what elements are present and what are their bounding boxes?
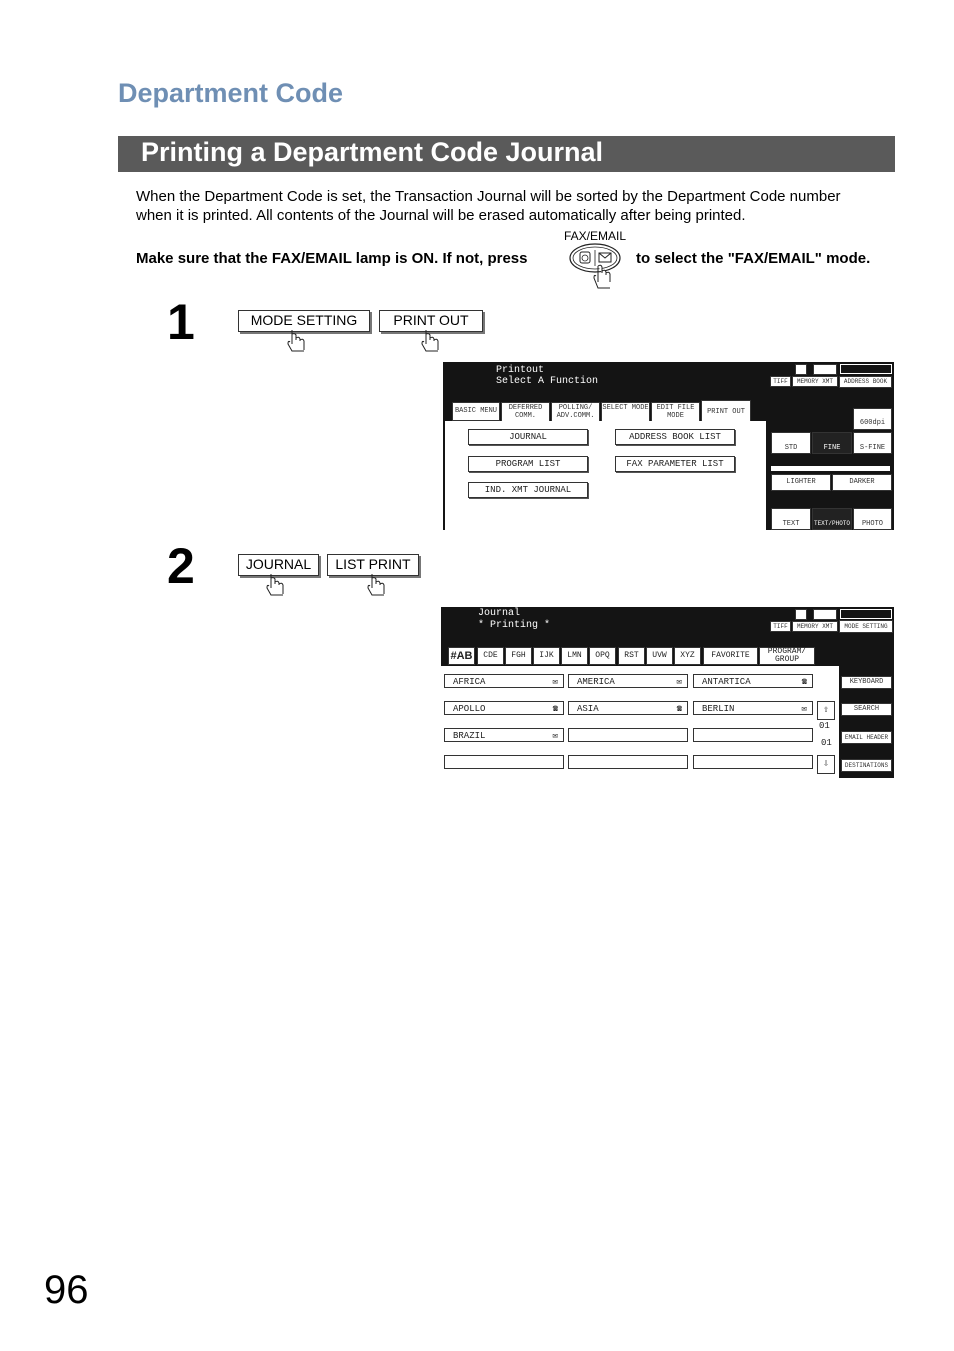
address-entry[interactable] bbox=[568, 674, 688, 688]
mode-setting-button[interactable]: MODE SETTING bbox=[839, 620, 893, 633]
entry-name: ASIA bbox=[577, 704, 599, 714]
address-entry[interactable] bbox=[693, 674, 813, 688]
text-photo-mode-button[interactable]: TEXT/PHOTO bbox=[812, 508, 852, 530]
section-title: Department Code bbox=[118, 78, 344, 108]
fax-email-button-icon bbox=[568, 242, 622, 290]
email-icon: ✉ bbox=[801, 704, 807, 714]
tab-letters-ijk[interactable]: IJK bbox=[533, 647, 560, 665]
entry-name: BERLIN bbox=[702, 704, 735, 714]
address-entry[interactable] bbox=[444, 728, 564, 742]
address-entry[interactable] bbox=[568, 755, 688, 769]
address-entry[interactable] bbox=[693, 755, 813, 769]
print-out-key[interactable]: PRINT OUT bbox=[379, 310, 483, 332]
phone-icon: ☎ bbox=[801, 677, 807, 687]
address-entry[interactable] bbox=[568, 701, 688, 715]
press-hand-icon bbox=[265, 574, 291, 596]
memory-xmt-indicator: MEMORY XMT bbox=[792, 376, 838, 387]
tab-letters-cde[interactable]: CDE bbox=[477, 647, 504, 665]
grid-icon bbox=[795, 364, 807, 375]
mode-setting-key[interactable]: MODE SETTING bbox=[238, 310, 370, 332]
scroll-down-icon[interactable]: ⇩ bbox=[817, 755, 835, 774]
step-number-2: 2 bbox=[167, 538, 195, 594]
fine-resolution-button[interactable]: FINE bbox=[812, 432, 852, 454]
entry-name: AMERICA bbox=[577, 677, 615, 687]
keyboard-button[interactable]: KEYBOARD bbox=[841, 676, 892, 689]
tiff-indicator: TIFF bbox=[770, 621, 791, 632]
page-heading: Printing a Department Code Journal bbox=[141, 137, 604, 167]
address-entry[interactable] bbox=[444, 701, 564, 715]
step-number-1: 1 bbox=[167, 294, 195, 350]
fax-parameter-list-button[interactable]: FAX PARAMETER LIST bbox=[615, 456, 735, 472]
tab-deferred-comm[interactable]: DEFERRED COMM. bbox=[501, 402, 550, 422]
email-icon: ✉ bbox=[676, 677, 682, 687]
tab-letters-uvw[interactable]: UVW bbox=[646, 647, 673, 665]
tab-favorite[interactable]: FAVORITE bbox=[703, 647, 758, 665]
tab-letters-lmn[interactable]: LMN bbox=[561, 647, 588, 665]
function-panel bbox=[445, 421, 766, 530]
ind-xmt-journal-button[interactable]: IND. XMT JOURNAL bbox=[468, 482, 588, 498]
entry-name: APOLLO bbox=[453, 704, 486, 714]
tab-select-mode[interactable]: SELECT MODE bbox=[601, 402, 650, 422]
contrast-bar bbox=[771, 466, 890, 471]
dpi-600-button[interactable]: 600dpi bbox=[853, 408, 892, 430]
address-book-panel bbox=[441, 666, 839, 778]
email-header-button[interactable]: EMAIL HEADER bbox=[841, 731, 892, 744]
page-number: 96 bbox=[44, 1268, 89, 1312]
std-resolution-button[interactable]: STD bbox=[771, 432, 811, 454]
page-current: 01 bbox=[819, 721, 830, 731]
screen-title: Printout bbox=[496, 365, 545, 376]
tab-program-group[interactable]: PROGRAM/ GROUP bbox=[759, 647, 815, 665]
lighter-button[interactable]: LIGHTER bbox=[771, 474, 831, 491]
contrast-scale bbox=[840, 609, 892, 619]
entry-name: ANTARTICA bbox=[702, 677, 751, 687]
screen-subtitle: * Printing * bbox=[478, 620, 551, 631]
fax-email-label: FAX/EMAIL bbox=[564, 229, 627, 243]
tab-letters-rst[interactable]: RST bbox=[618, 647, 645, 665]
tab-basic-menu[interactable]: BASIC MENU bbox=[452, 402, 500, 421]
email-icon: ✉ bbox=[552, 731, 558, 741]
lamp-instruction: Make sure that the FAX/EMAIL lamp is ON. If not, press bbox=[136, 250, 528, 267]
text-mode-button[interactable]: TEXT bbox=[771, 508, 811, 530]
tiff-indicator: TIFF bbox=[770, 376, 791, 387]
photo-mode-button[interactable]: PHOTO bbox=[853, 508, 892, 530]
program-list-button[interactable]: PROGRAM LIST bbox=[468, 456, 588, 472]
tab-letters-fgh[interactable]: FGH bbox=[505, 647, 532, 665]
tab-letters-ab[interactable]: #AB bbox=[448, 647, 475, 665]
tab-polling-adv-comm[interactable]: POLLING/ ADV.COMM. bbox=[551, 402, 600, 422]
s-fine-resolution-button[interactable]: S-FINE bbox=[853, 432, 892, 454]
text-photo-icon bbox=[813, 364, 837, 375]
journal-key[interactable]: JOURNAL bbox=[238, 554, 319, 576]
list-print-key[interactable]: LIST PRINT bbox=[327, 554, 419, 576]
scroll-up-icon[interactable]: ⇧ bbox=[817, 701, 835, 720]
address-entry[interactable] bbox=[693, 728, 813, 742]
darker-button[interactable]: DARKER bbox=[832, 474, 892, 491]
address-entry[interactable] bbox=[444, 755, 564, 769]
address-entry[interactable] bbox=[568, 728, 688, 742]
lamp-instruction-end: to select the "FAX/EMAIL" mode. bbox=[636, 250, 871, 267]
search-button[interactable]: SEARCH bbox=[841, 703, 892, 716]
entry-name: AFRICA bbox=[453, 677, 486, 687]
entry-name: BRAZIL bbox=[453, 731, 486, 741]
email-icon: ✉ bbox=[552, 677, 558, 687]
screen-title: Journal bbox=[478, 608, 521, 619]
memory-xmt-indicator: MEMORY XMT bbox=[792, 621, 838, 632]
tab-edit-file-mode[interactable]: EDIT FILE MODE bbox=[651, 402, 700, 422]
intro-line-2: when it is printed. All contents of the Journal will be erased automatically after being printed. bbox=[136, 207, 746, 224]
printout-screen bbox=[443, 362, 894, 530]
address-entry[interactable] bbox=[693, 701, 813, 715]
journal-screen bbox=[441, 607, 894, 778]
phone-icon: ☎ bbox=[676, 704, 682, 714]
address-book-list-button[interactable]: ADDRESS BOOK LIST bbox=[615, 429, 735, 445]
intro-text bbox=[136, 187, 906, 225]
tab-print-out[interactable]: PRINT OUT bbox=[701, 400, 751, 423]
journal-button[interactable]: JOURNAL bbox=[468, 429, 588, 445]
text-icon bbox=[813, 609, 837, 620]
press-hand-icon bbox=[286, 330, 312, 352]
screen-subtitle: Select A Function bbox=[496, 376, 599, 387]
press-hand-icon bbox=[420, 330, 446, 352]
address-book-button[interactable]: ADDRESS BOOK bbox=[839, 376, 892, 388]
destinations-button[interactable]: DESTINATIONS bbox=[841, 759, 892, 772]
page-total: 01 bbox=[821, 738, 832, 748]
heading-band bbox=[118, 136, 895, 172]
tab-letters-xyz[interactable]: XYZ bbox=[674, 647, 701, 665]
grid-icon bbox=[795, 609, 807, 620]
address-entry[interactable] bbox=[444, 674, 564, 688]
press-hand-icon bbox=[366, 574, 392, 596]
intro-line-1: When the Department Code is set, the Transaction Journal will be sorted by the Department Code number bbox=[136, 188, 841, 205]
contrast-scale bbox=[840, 364, 892, 374]
tab-letters-opq[interactable]: OPQ bbox=[589, 647, 616, 665]
phone-icon: ☎ bbox=[552, 704, 558, 714]
